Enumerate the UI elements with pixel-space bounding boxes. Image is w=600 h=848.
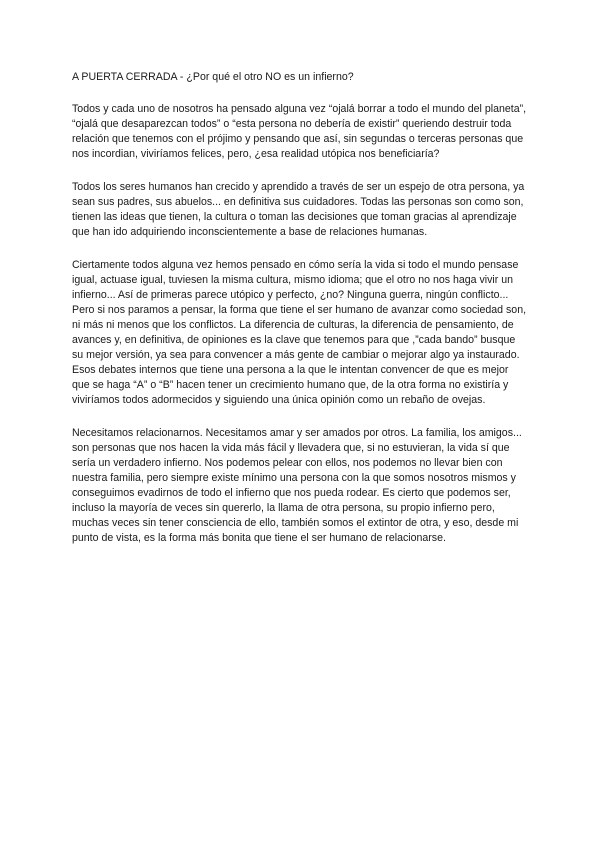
paragraph-2: Todos los seres humanos han crecido y aprendido a través de ser un espejo de otra persona, ya sean sus padres, sus abuelos... en definitiva sus cuidadores. Todas las personas son como son, tienen las ideas que tienen, la cultura o toman las decisiones que toman gracias al aprendizaje que han ido adquiriendo inconscientemente a base de relaciones humanas. — [72, 181, 525, 238]
paragraph-4: Necesitamos relacionarnos. Necesitamos amar y ser amados por otros. La familia, los amigos... son personas que nos hacen la vida más fácil y llevadera que, si no estuvieran, la vida sí que sería un verdadero infierno. Nos podemos pelear con ellos, nos podemos no llevar bien con nuestra familia, pero siempre existe mínimo una persona con la que somos nosotros mismos y conseguimos evadirnos de todo el infierno que nos pueda rodear. Es cierto que podemos ser, incluso la mayoría de veces sin quererlo, la llama de otra persona, su propio infierno pero, muchas veces sin tener consciencia de ello, también somos el extintor de otra, y eso, desde mi punto de vista, es la forma más bonita que tiene el ser humano de relacionarse. — [72, 427, 522, 544]
paragraph-3: Ciertamente todos alguna vez hemos pensado en cómo sería la vida si todo el mundo pensase igual, actuase igual, tuviesen la misma cultura, mismo idioma; que el otro no nos haga vivir un infierno... Así de primeras parece utópico y perfecto, ¿no? Ninguna guerra, ningún conflicto... Pero si nos paramos a pensar, la forma que tiene el ser humano de avanzar como sociedad son, ni más ni menos que los conflictos. La diferencia de culturas, la diferencia de pensamiento, de avances y, en definitiva, de opiniones es la clave que tenemos para que ,”cada bando” busque su mejor versión, ya sea para convencer a más gente de cambiar o mejorar algo ya instaurado. Esos debates internos que tiene una persona a la que le intentan convencer de que es mejor que se haga “A” o “B” hacen tener un crecimiento humano que, de la otra forma no existiría y viviríamos todos adormecidos y siguiendo una única opinión como un rebaño de ovejas. — [72, 259, 527, 406]
document-title: A PUERTA CERRADA - ¿Por qué el otro NO es un infierno? — [72, 71, 354, 83]
paragraph-1: Todos y cada uno de nosotros ha pensado alguna vez “ojalá borrar a todo el mundo del planeta”, “ojalá que desaparezcan todos” o “esta persona no debería de existir” queriendo destruir toda relación que tenemos con el prójimo y pensando que así, sin segundas o terceras personas que nos incordian, viviríamos felices, pero, ¿esa realidad utópica nos beneficiaría? — [72, 103, 527, 160]
